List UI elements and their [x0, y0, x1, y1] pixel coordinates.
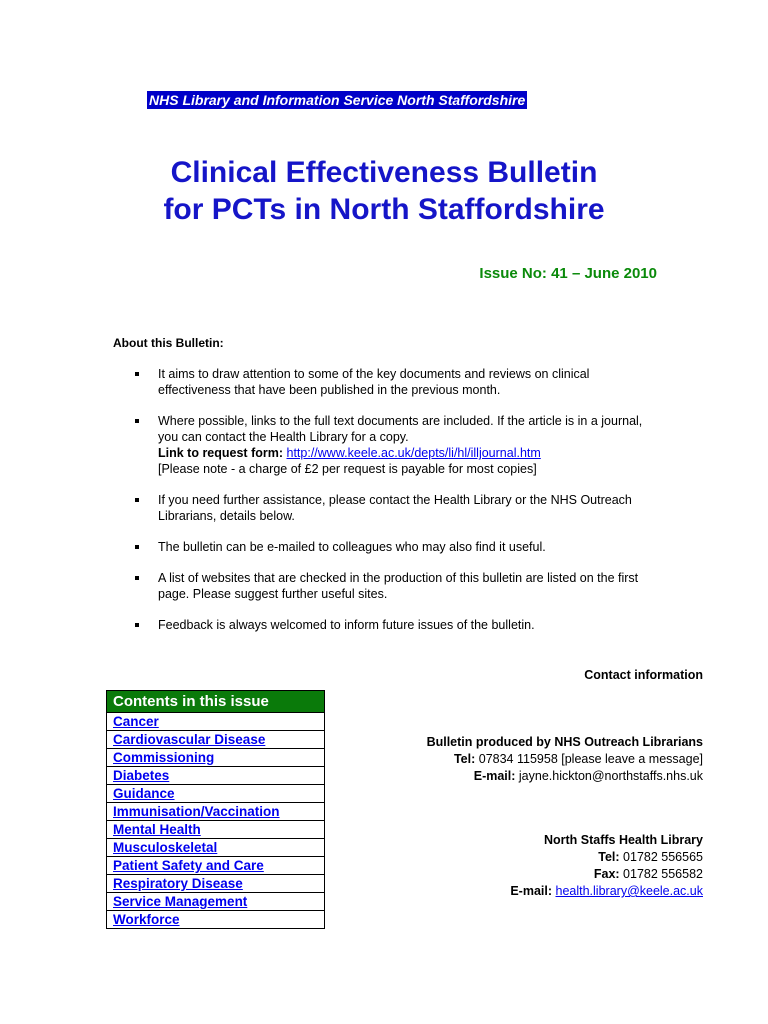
contents-link-immunisation[interactable]: Immunisation/Vaccination [107, 802, 324, 820]
library-email-link[interactable]: health.library@keele.ac.uk [555, 884, 703, 898]
issue-number: Issue No: 41 – June 2010 [479, 265, 657, 282]
bullet-item [113, 539, 653, 555]
bullet-text: The bulletin can be e-mailed to colleagues who may also find it useful. [158, 540, 546, 554]
outreach-tel [427, 751, 703, 768]
library-email [510, 883, 703, 900]
contents-link-guidance[interactable]: Guidance [107, 784, 324, 802]
contents-heading: Contents in this issue [107, 691, 324, 712]
charge-note: [Please note - a charge of £2 per request is payable for most copies] [158, 462, 537, 476]
contents-link-cancer[interactable]: Cancer [107, 712, 324, 730]
library-fax [510, 866, 703, 883]
contents-box [106, 690, 325, 929]
request-form-label: Link to request form: [158, 446, 284, 460]
library-tel-value: 01782 556565 [623, 850, 703, 864]
bullet-item [113, 570, 653, 602]
bullet-item [113, 617, 653, 633]
library-fax-value: 01782 556582 [623, 867, 703, 881]
contents-link-diabetes[interactable]: Diabetes [107, 766, 324, 784]
bullet-text: Feedback is always welcomed to inform future issues of the bulletin. [158, 618, 535, 632]
library-heading: North Staffs Health Library [543, 833, 703, 847]
bullet-text: It aims to draw attention to some of the key documents and reviews on clinical effectiveness that have been published in the previous month. [158, 367, 590, 397]
title-line-1: Clinical Effectiveness Bulletin [170, 156, 598, 189]
outreach-contact-block [427, 734, 703, 785]
contents-link-service-management[interactable]: Service Management [107, 892, 324, 910]
contents-link-cardiovascular[interactable]: Cardiovascular Disease [107, 730, 324, 748]
bullet-item [113, 413, 653, 477]
bullet-text: Where possible, links to the full text documents are included. If the article is in a journal, you can contact the Health Library for a copy. [158, 414, 643, 444]
outreach-heading: Bulletin produced by NHS Outreach Librarians [426, 735, 703, 749]
request-form-link[interactable]: http://www.keele.ac.uk/depts/li/hl/illjournal.htm [286, 446, 541, 460]
service-banner: NHS Library and Information Service North Staffordshire [149, 92, 526, 108]
about-heading: About this Bulletin: [113, 336, 224, 350]
bullet-text: A list of websites that are checked in the production of this bulletin are listed on the first page. Please suggest further useful sites. [158, 571, 639, 601]
contents-link-patient-safety[interactable]: Patient Safety and Care [107, 856, 324, 874]
outreach-email-value: jayne.hickton@northstaffs.nhs.uk [518, 769, 703, 783]
bullet-item [113, 492, 653, 524]
contents-link-commissioning[interactable]: Commissioning [107, 748, 324, 766]
title-line-2: for PCTs in North Staffordshire [163, 193, 605, 226]
library-fax-label: Fax: [593, 867, 620, 881]
contents-link-respiratory[interactable]: Respiratory Disease [107, 874, 324, 892]
contents-link-mental-health[interactable]: Mental Health [107, 820, 324, 838]
bulletin-title [0, 154, 768, 228]
outreach-email-label: E-mail: [473, 769, 516, 783]
library-tel [510, 849, 703, 866]
library-email-label: E-mail: [510, 884, 553, 898]
outreach-email [427, 768, 703, 785]
outreach-tel-label: Tel: [453, 752, 476, 766]
contact-heading: Contact information [584, 668, 703, 682]
contents-link-workforce[interactable]: Workforce [107, 910, 324, 928]
contents-link-musculoskeletal[interactable]: Musculoskeletal [107, 838, 324, 856]
library-contact-block [510, 832, 703, 900]
outreach-tel-value: 07834 115958 [please leave a message] [478, 752, 703, 766]
library-tel-label: Tel: [598, 850, 620, 864]
bullet-item [113, 366, 653, 398]
about-bullet-list [113, 366, 653, 648]
bullet-text: If you need further assistance, please contact the Health Library or the NHS Outreach Librarians, details below. [158, 493, 632, 523]
